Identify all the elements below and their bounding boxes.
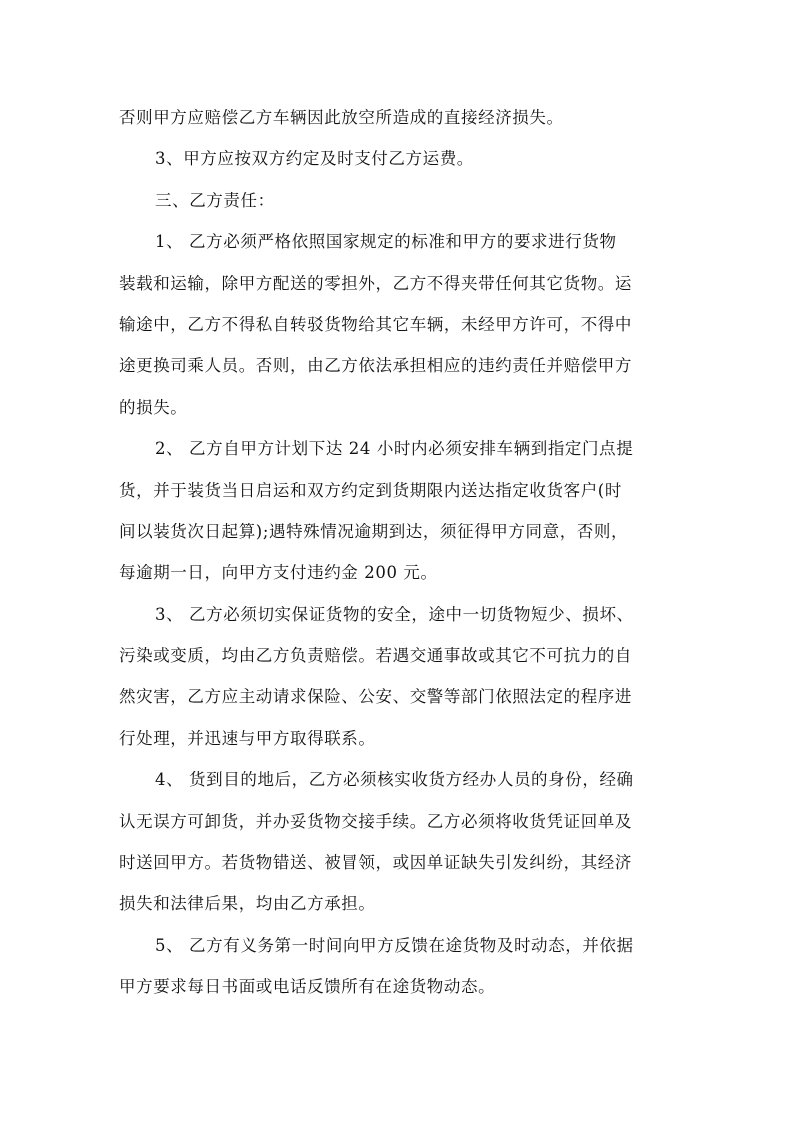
text-line: 途更换司乘人员。否则，由乙方依法承担相应的违约责任并赔偿甲方 — [119, 356, 632, 376]
text-line: 装载和运输，除甲方配送的零担外，乙方不得夹带任何其它货物。运 — [119, 273, 632, 293]
text-line: 认无误方可卸货，并办妥货物交接手续。乙方必须将收货凭证回单及 — [119, 811, 632, 831]
text-line: 的损失。 — [119, 397, 188, 417]
text-line: 5、 乙方有义务第一时间向甲方反馈在途货物及时动态，并依据 — [155, 935, 634, 955]
text-line: 每逾期一日，向甲方支付违约金 200 元。 — [119, 563, 438, 583]
text-line: 货，并于装货当日启运和双方约定到货期限内送达指定收货客户(时 — [119, 480, 622, 500]
document-body — [119, 97, 679, 1008]
text-line: 2、 乙方自甲方计划下达 24 小时内必须安排车辆到指定门点提 — [155, 439, 634, 459]
text-line: 然灾害，乙方应主动请求保险、公安、交警等部门依照法定的程序进 — [119, 687, 632, 707]
text-line: 3、甲方应按双方约定及时支付乙方运费。 — [155, 149, 474, 169]
text-line: 行处理，并迅速与甲方取得联系。 — [119, 728, 376, 748]
text-line: 3、 乙方必须切实保证货物的安全，途中一切货物短少、损坏、 — [155, 604, 634, 624]
text-line: 输途中，乙方不得私自转驳货物给其它车辆，未经甲方许可，不得中 — [119, 314, 632, 334]
text-line: 间以装货次日起算);遇特殊情况逾期到达，须征得甲方同意，否则， — [119, 521, 629, 541]
text-line: 损失和法律后果，均由乙方承担。 — [119, 894, 376, 914]
text-line: 1、 乙方必须严格依照国家规定的标准和甲方的要求进行货物 — [155, 232, 617, 252]
text-line: 4、 货到目的地后，乙方必须核实收货方经办人员的身份，经确 — [155, 770, 634, 790]
text-line: 时送回甲方。若货物错送、被冒领，或因单证缺失引发纠纷，其经济 — [119, 853, 632, 873]
text-line: 污染或变质，均由乙方负责赔偿。若遇交通事故或其它不可抗力的自 — [119, 646, 632, 666]
text-line: 甲方要求每日书面或电话反馈所有在途货物动态。 — [119, 977, 496, 997]
section-heading: 三、乙方责任： — [155, 190, 275, 210]
text-line: 否则甲方应赔偿乙方车辆因此放空所造成的直接经济损失。 — [119, 108, 564, 127]
